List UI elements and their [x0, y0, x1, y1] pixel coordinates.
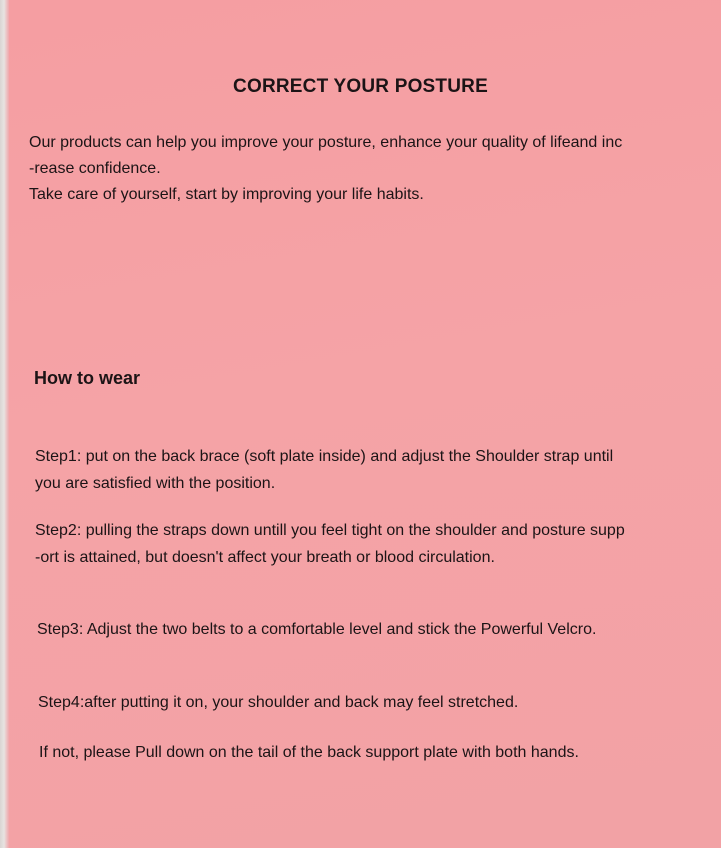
- instruction-card: [9, 0, 721, 848]
- step-4-line: Step4:after putting it on, your shoulder and back may feel stretched.: [38, 694, 519, 711]
- step-3: [37, 616, 687, 643]
- intro-line: Our products can help you improve your posture, enhance your quality of lifeand inc: [29, 134, 623, 151]
- step-4: [38, 689, 688, 716]
- page-title: CORRECT YOUR POSTURE: [233, 76, 488, 97]
- step-2-line: Step2: pulling the straps down untill you feel tight on the shoulder and posture supp: [35, 522, 625, 539]
- step-3-line: Step3: Adjust the two belts to a comfortable level and stick the Powerful Velcro.: [37, 621, 597, 638]
- step-2-line: -ort is attained, but doesn't affect your breath or blood circulation.: [35, 549, 495, 566]
- step-2: [35, 517, 685, 571]
- step-1-line: Step1: put on the back brace (soft plate inside) and adjust the Shoulder strap until: [35, 448, 614, 465]
- intro-line: -rease confidence.: [29, 160, 161, 177]
- step-1-line: you are satisfied with the position.: [35, 475, 276, 492]
- how-to-wear-heading: How to wear: [34, 368, 141, 388]
- page-edge: [0, 0, 9, 848]
- step-1: [35, 443, 685, 497]
- intro-line: Take care of yourself, start by improving your life habits.: [29, 186, 424, 203]
- note-line: If not, please Pull down on the tail of the back support plate with both hands.: [39, 744, 579, 761]
- step-4-note: [39, 739, 689, 766]
- intro-paragraph: [29, 130, 689, 208]
